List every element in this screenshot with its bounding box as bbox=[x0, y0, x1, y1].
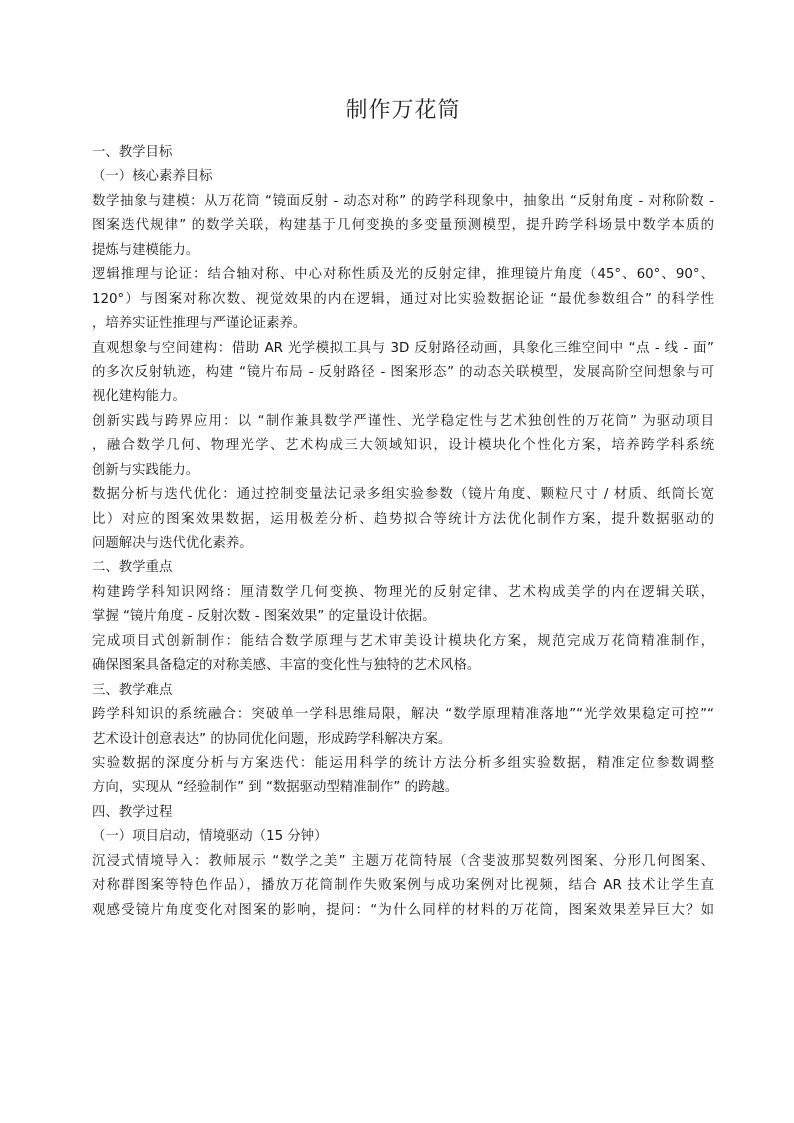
text-line: 四、教学过程 bbox=[92, 804, 173, 820]
text-line: 掌握 “镜片角度 - 反射次数 - 图案效果” 的定量设计依据。 bbox=[92, 609, 436, 625]
text-line: ，培养实证性推理与严谨论证素养。 bbox=[92, 316, 307, 332]
text-line: （一）项目启动，情境驱动（15 分钟） bbox=[92, 829, 328, 845]
text-line: 方向，实现从 “经验制作” 到 “数据驱动型精准制作” 的跨越。 bbox=[92, 780, 459, 796]
text-line: 提炼与建模能力。 bbox=[92, 242, 200, 258]
text-line: 比）对应的图案效果数据，运用极差分析、趋势拟合等统计方法优化制作方案，提升数据驱动的 bbox=[92, 511, 714, 527]
text-line: 的多次反射轨迹，构建 “镜片布局 - 反射路径 - 图案形态” 的动态关联模型，发展高阶空间想象与可 bbox=[92, 364, 714, 380]
text-line: 数据分析与迭代优化：通过控制变量法记录多组实验参数（镜片角度、颗粒尺寸 / 材质、纸筒长宽 bbox=[92, 487, 714, 503]
text-line: 观感受镜片角度变化对图案的影响，提问：“为什么同样的材料的万花筒，图案效果差异巨大？如 bbox=[92, 902, 714, 918]
text-line: 一、教学目标 bbox=[92, 145, 173, 160]
text-line: 确保图案具备稳定的对称美感、丰富的变化性与独特的艺术风格。 bbox=[92, 658, 481, 674]
text-line: 逻辑推理与论证：结合轴对称、中心对称性质及光的反射定律，推理镜片角度（45°、60°、90°、 bbox=[92, 267, 714, 283]
text-line: 构建跨学科知识网络：厘清数学几何变换、物理光的反射定律、艺术构成美学的内在逻辑关联， bbox=[92, 584, 714, 600]
text-line: 三、教学难点 bbox=[92, 682, 173, 698]
text-line: 二、教学重点 bbox=[92, 560, 173, 576]
text-line: 问题解决与迭代优化素养。 bbox=[92, 536, 253, 551]
text-line: ，融合数学几何、物理光学、艺术构成三大领域知识，设计模块化个性化方案，培养跨学科系统 bbox=[92, 438, 714, 454]
text-line: 创新与实践能力。 bbox=[92, 462, 200, 478]
text-line: （一）核心素养目标 bbox=[92, 169, 213, 185]
text-line: 直观想象与空间建构：借助 AR 光学模拟工具与 3D 反射路径动画，具象化三维空间中 “点 - 线 - 面” bbox=[92, 340, 714, 356]
text-line: 图案迭代规律” 的数学关联，构建基于几何变换的多变量预测模型，提升跨学科场景中数学本质的 bbox=[92, 218, 714, 234]
text-line: 艺术设计创意表达” 的协同优化问题，形成跨学科解决方案。 bbox=[92, 731, 452, 747]
text-line: 数学抽象与建模：从万花筒 “镜面反射 - 动态对称” 的跨学科现象中，抽象出 “反射角度 - 对称阶数 - bbox=[92, 193, 714, 209]
text-line: 视化建构能力。 bbox=[92, 389, 186, 405]
document-title: 制作万花筒 bbox=[345, 98, 461, 123]
text-line: 沉浸式情境导入：教师展示 “数学之美” 主题万花筒特展（含斐波那契数列图案、分形几何图案、 bbox=[92, 853, 714, 869]
text-line: 完成项目式创新制作：能结合数学原理与艺术审美设计模块化方案，规范完成万花筒精准制作， bbox=[92, 633, 714, 649]
text-line: 120°）与图案对称次数、视觉效果的内在逻辑，通过对比实验数据论证 “最优参数组合” 的科学性 bbox=[92, 291, 714, 307]
text-line: 实验数据的深度分析与方案迭代：能运用科学的统计方法分析多组实验数据，精准定位参数调整 bbox=[92, 755, 714, 771]
text-line: 对称群图案等特色作品），播放万花筒制作失败案例与成功案例对比视频，结合 AR 技术让学生直 bbox=[92, 878, 714, 894]
text-line: 跨学科知识的系统融合：突破单一学科思维局限，解决 “数学原理精准落地”“光学效果稳定可控”“ bbox=[92, 707, 714, 723]
text-line: 创新实践与跨界应用：以 “制作兼具数学严谨性、光学稳定性与艺术独创性的万花筒” 为驱动项目 bbox=[92, 413, 714, 429]
document-body bbox=[92, 141, 714, 923]
